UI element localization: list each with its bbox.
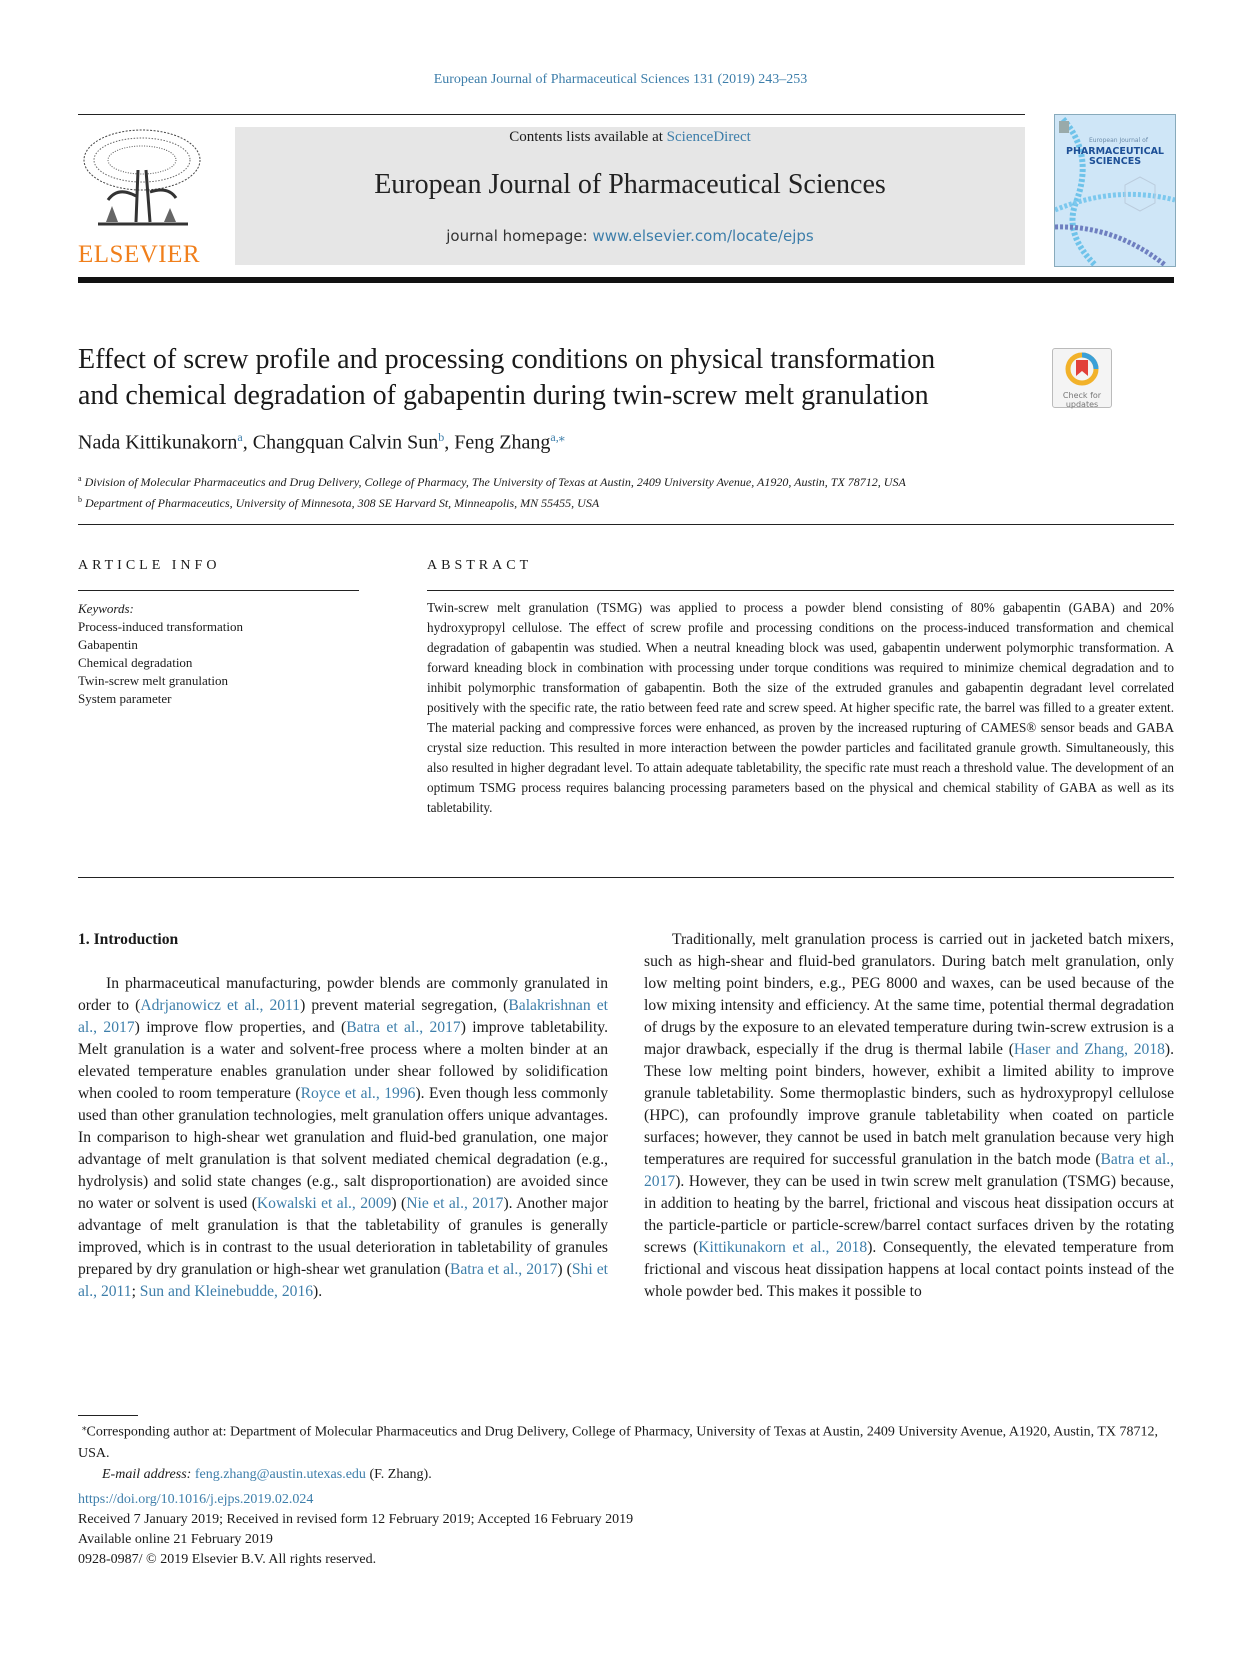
author-3[interactable]: Feng Zhang [454, 431, 551, 454]
keyword-item: Chemical degradation [78, 655, 193, 670]
paragraph-text: ). Consequently, the elevated temperature from frictional and viscous heat dissipation happens at local contact points instead of the whole powder bed. This makes it possible to [644, 1239, 1174, 1300]
intro-paragraph-2 [644, 929, 1174, 1303]
citation-link[interactable]: Batra et al., 2017 [449, 1261, 558, 1278]
affiliation-text: Division of Molecular Pharmaceutics and Drug Delivery, College of Pharmacy, The University of Texas at Austin, 2409 University Avenue, A1920, Austin, TX 78712, USA [84, 475, 906, 489]
citation-link[interactable]: Batra et al., 2017 [346, 1019, 461, 1036]
elsevier-tree-icon [78, 126, 206, 234]
body-column-left [78, 929, 608, 1303]
article-info-rule [78, 590, 359, 591]
paragraph-text: ). However, they can be used in twin screw melt granulation (TSMG) because, in addition to heating by the barrel, frictional and viscous heat dissipation occurs at the particle-particle or particle-screw/barrel contact surfaces driven by the rotating screws ( [644, 1173, 1174, 1256]
affiliation-b [78, 491, 906, 512]
section-heading-introduction: 1. Introduction [78, 931, 179, 948]
citation-link[interactable]: Batra et al., 2017 [644, 1151, 1174, 1190]
author-separator: , [242, 431, 253, 454]
article-history: Received 7 January 2019; Received in revised form 12 February 2019; Accepted 16 February 2019 [78, 1512, 634, 1527]
copyright: 0928-0987/ © 2019 Elsevier B.V. All rights reserved. [78, 1552, 377, 1567]
author-separator: , [444, 431, 455, 454]
header-thick-rule [78, 277, 1174, 283]
affiliation-marker: b [78, 495, 82, 504]
cover-title-line2: SCIENCES [1088, 156, 1142, 167]
citation-link[interactable]: Nie et al., 2017 [406, 1195, 504, 1212]
affiliation-text: Department of Pharmaceutics, University of Minnesota, 308 SE Harvard St, Minneapolis, MN 55455, USA [85, 496, 600, 510]
author-2[interactable]: Changquan Calvin Sun [252, 431, 439, 454]
article-title-line2: and chemical degradation of gabapentin during twin-screw melt granulation [78, 380, 929, 411]
citation-link[interactable]: Royce et al., 1996 [300, 1085, 416, 1102]
citation-link[interactable]: Balakrishnan et al., 2017 [78, 997, 608, 1036]
article-meta [78, 1490, 633, 1570]
body-column-right [644, 929, 1174, 1303]
keywords-label: Keywords: [78, 601, 134, 616]
cover-title-line1: PHARMACEUTICAL [1066, 146, 1164, 157]
paragraph-text: Traditionally, melt granulation process is carried out in jacketed batch mixers, such as high-shear and fluid-bed granulators. During batch melt granulation, only low melting point binders, e.g., PEG 8000 and waxes, can be used because of the low mixing intensity and efficiency. At the same time, potential thermal degradation of drugs by the exposure to an elevated temperature during twin-screw extrusion is a major drawback, especially if the drug is thermal labile ( [644, 931, 1174, 1058]
crossmark-label-1: Check for [1062, 391, 1102, 400]
elsevier-wordmark: ELSEVIER [78, 241, 201, 268]
citation-link[interactable]: Kittikunakorn et al., 2018 [698, 1239, 868, 1256]
journal-banner [235, 127, 1025, 265]
email-line [78, 1464, 1174, 1485]
paragraph-text: In pharmaceutical manufacturing, powder blends are commonly granulated in order to ( [78, 975, 608, 1014]
paragraph-text: ). Another major advantage of melt granulation is that the tabletability of granules is generally improved, which is in contrast to the usual deterioration in tabletability of granules prepared by dry granulation or high-shear wet granulation ( [78, 1195, 609, 1278]
author-1[interactable]: Nada Kittikunakorn [78, 431, 238, 454]
article-title [78, 342, 1038, 414]
paragraph-text: ) ( [557, 1261, 572, 1278]
keyword-item: Process-induced transformation [78, 619, 243, 634]
elsevier-logo[interactable] [78, 126, 206, 266]
homepage-link[interactable]: www.elsevier.com/locate/ejps [592, 227, 814, 245]
citation-link[interactable]: Adrjanowicz et al., 2011 [140, 997, 301, 1014]
homepage-line [235, 227, 1025, 245]
author-list [78, 430, 565, 455]
section-divider [78, 524, 1174, 525]
crossmark-icon [1065, 352, 1099, 386]
keyword-item: Gabapentin [78, 637, 138, 652]
author-3-affil[interactable]: a,⁎ [550, 430, 565, 444]
keyword-item: System parameter [78, 691, 172, 706]
corresponding-address: Corresponding author at: Department of Molecular Pharmaceutics and Drug Delivery, College of Pharmacy, University of Texas at Austin, 2409 University Avenue, A1920, Austin, TX 78712, USA. [78, 1424, 1158, 1461]
journal-reference-link[interactable]: European Journal of Pharmaceutical Sciences 131 (2019) 243–253 [433, 72, 808, 87]
footnote-marker: ⁎ [82, 1422, 87, 1432]
paragraph-text: ) ( [391, 1195, 407, 1212]
paragraph-text: ). [313, 1283, 323, 1300]
citation-link[interactable]: Haser and Zhang, 2018 [1013, 1041, 1165, 1058]
corresponding-author-text [78, 1417, 1174, 1464]
header-rule [78, 114, 1025, 115]
paragraph-text: ). Even though less commonly used than other granulation technologies, melt granulation offers unique advantages. In comparison to high-shear wet granulation and fluid-bed granulation, one major advantage of melt granulation is that solvent mediated chemical degradation (e.g., hydrolysis) and solid state changes (e.g., salt disproportionation) are avoided since no water or solvent is used ( [78, 1085, 609, 1212]
paragraph-text: ) improve flow properties, and ( [134, 1019, 347, 1036]
corresponding-author-footnote [78, 1417, 1174, 1485]
affiliation-marker: a [78, 474, 82, 483]
crossmark-label-2: updates [1065, 400, 1099, 409]
keywords-block [78, 600, 243, 708]
email-label: E-mail address: [102, 1466, 195, 1482]
article-title-line1: Effect of screw profile and processing conditions on physical transformation [78, 344, 936, 375]
citation-link[interactable]: Kowalski et al., 2009 [256, 1195, 392, 1212]
check-for-updates-button[interactable] [1052, 348, 1112, 408]
citation-link[interactable]: Sun and Kleinebudde, 2016 [139, 1283, 314, 1300]
abstract-heading: ABSTRACT [427, 558, 533, 573]
citation-link[interactable]: Shi et al., 2011 [78, 1261, 608, 1300]
author-2-affil[interactable]: b [438, 430, 445, 444]
affiliations [78, 470, 906, 512]
contents-line [235, 129, 1025, 146]
paragraph-text: ). These low melting point binders, however, exhibit a limited ability to improve granule tabletability. Some thermoplastic binders, such as hydroxypropyl cellulose (HPC), can profoundly improve granule tabletability when coated on particle surfaces; however, they cannot be used in batch melt granulation because very high temperatures are required for successful granulation in the batch mode ( [644, 1041, 1175, 1168]
author-1-affil[interactable]: a [237, 430, 243, 444]
available-online: Available online 21 February 2019 [78, 1532, 273, 1547]
keyword-item: Twin-screw melt granulation [78, 673, 228, 688]
paragraph-text: ) prevent material segregation, ( [300, 997, 509, 1014]
contents-prefix: Contents lists available at [509, 129, 667, 145]
article-info-heading: ARTICLE INFO [78, 558, 221, 573]
abstract-text: Twin-screw melt granulation (TSMG) was applied to process a powder blend consisting of 80% gabapentin (GABA) and 20% hydroxypropyl cellulose. The effect of screw profile and processing conditions on the process-induced transformation and chemical degradation of gabapentin was studied. When a neutral kneading block was used, gabapentin underwent polymorphic transformation. A forward kneading block in combination with processing under torque conditions was required to minimize chemical degradation and to inhibit polymorphic transformation of gabapentin. Both the size of the extruded granules and gabapentin degradant level correlated positively with the specific rate, the ratio between feed rate and screw speed. At higher specific rate, the barrel was filled to a greater extent. The material packing and compressive forces were enhanced, as proven by the increased rupturing of CAMES® sensor beads and GABA crystal size reduction. This resulted in more interaction between the powder particles and facilitated granule growth. Simultaneously, this also resulted in higher degradant level. To attain adequate tabletability, the specific rate must reach a threshold value. The development of an optimum TSMG process requires balancing processing parameters based on the physical and chemical stability of GABA as well as its tabletability. [427, 600, 1174, 815]
abstract-end-rule [78, 877, 1174, 878]
email-link[interactable]: feng.zhang@austin.utexas.edu [194, 1466, 366, 1482]
paragraph-text: ) improve tabletability. Melt granulation is a water and solvent-free process where a molten binder at an elevated temperature enables granulation under shear followed by solidification when cooled to room temperature ( [78, 1019, 608, 1102]
doi-link[interactable]: https://doi.org/10.1016/j.ejps.2019.02.024 [78, 1492, 314, 1507]
intro-paragraph-1 [78, 973, 608, 1303]
email-suffix: (F. Zhang). [365, 1466, 432, 1482]
paragraph-text: ; [131, 1283, 140, 1300]
journal-cover-image[interactable] [1054, 114, 1176, 267]
homepage-prefix: journal homepage: [446, 227, 593, 245]
cover-small-text: European Journal of [1089, 137, 1148, 144]
cover-title [1055, 147, 1175, 167]
affiliation-a [78, 470, 906, 491]
footnote-rule [78, 1415, 138, 1416]
sciencedirect-link[interactable]: ScienceDirect [666, 129, 751, 145]
abstract-rule [427, 590, 1174, 591]
journal-title: European Journal of Pharmaceutical Sciences [374, 169, 886, 200]
